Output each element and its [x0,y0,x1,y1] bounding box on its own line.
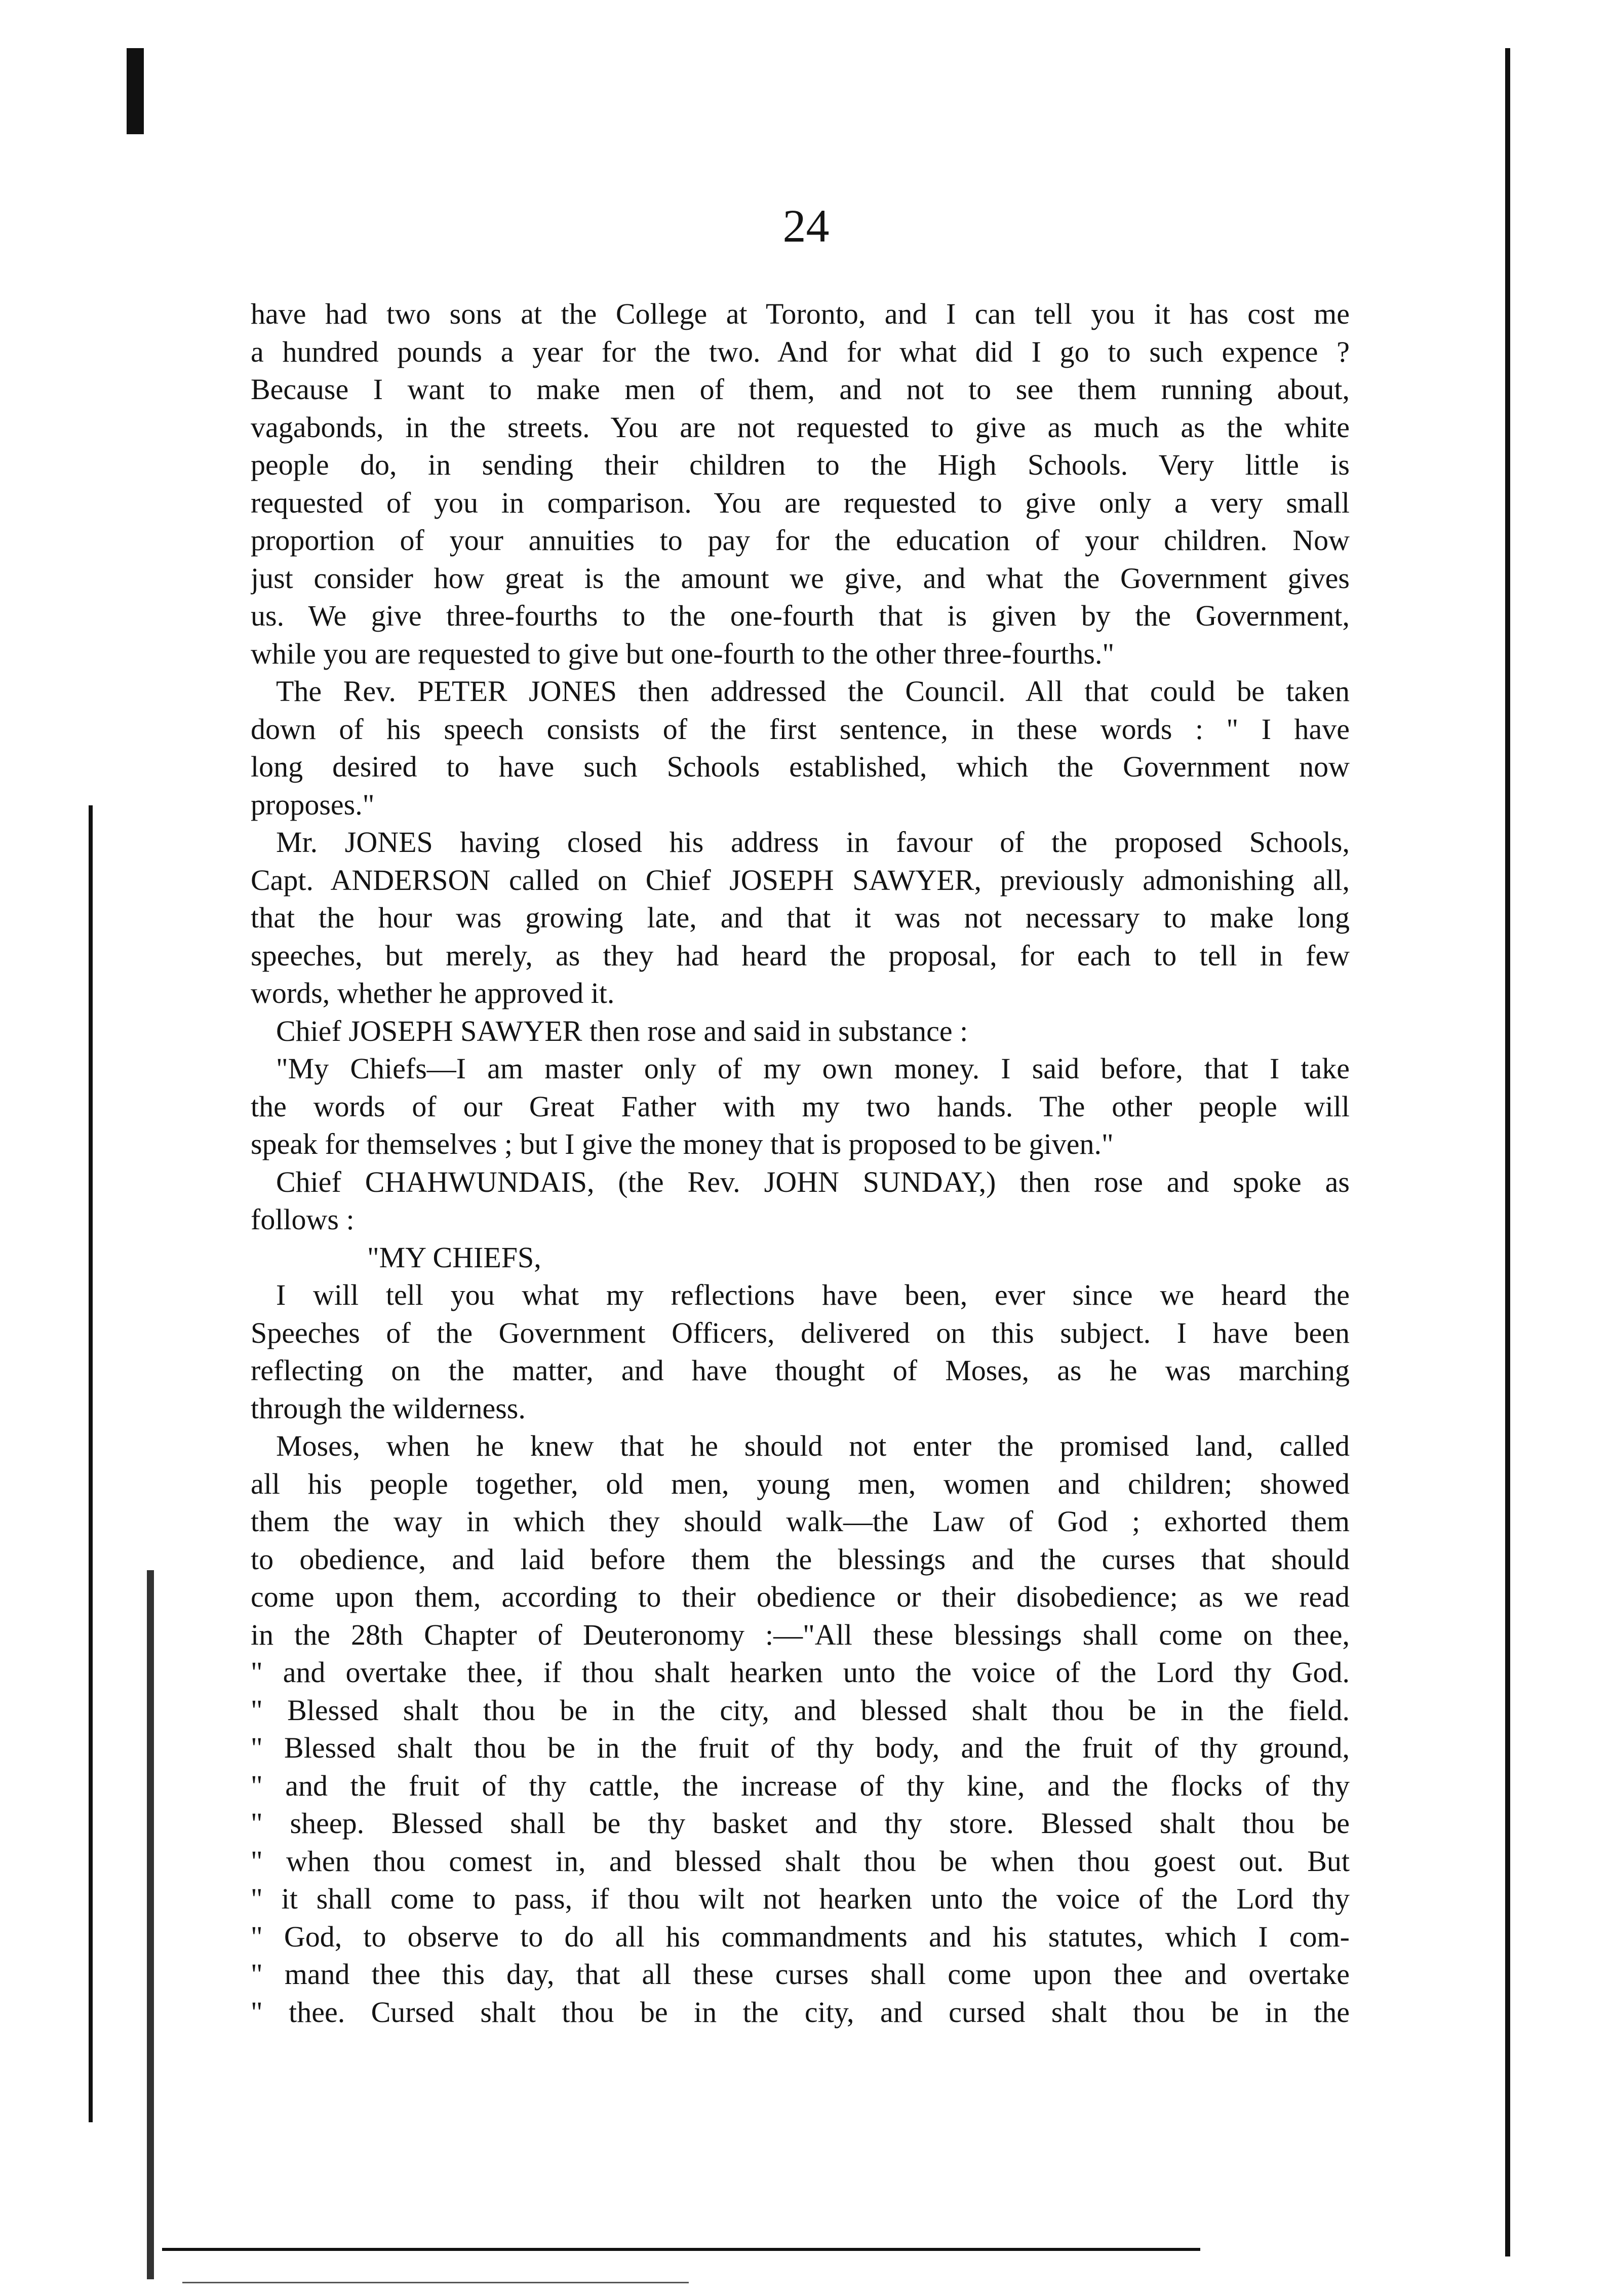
text-line: just consider how great is the amount we give, and what the Government gives [251,561,1350,595]
text-line: " when thou comest in, and blessed shalt thou be when thou goest out. But [251,1844,1350,1878]
left-scan-edge [127,48,144,134]
text-line: " sheep. Blessed shall be thy basket and thy store. Blessed shalt thou be [251,1807,1350,1840]
text-line: reflecting on the matter, and have thought of Moses, as he was marching [251,1354,1350,1387]
text-line: Capt. ANDERSON called on Chief JOSEPH SAWYER, previously admonishing all, [251,863,1350,897]
text-line: all his people together, old men, young men, women and children; showed [251,1467,1350,1500]
bottom-rule [162,2248,1200,2251]
text-line: down of his speech consists of the first sentence, in these words : " I have [251,712,1350,746]
text-line: follows : [251,1203,355,1236]
left-binding-line [89,805,93,2122]
text-line: " and overtake thee, if thou shalt hearken unto the voice of the Lord thy God. [251,1656,1350,1689]
text-line: " thee. Cursed shalt thou be in the city, and cursed shalt thou be in the [251,1995,1350,2029]
text-line: " Blessed shalt thou be in the city, and blessed shalt thou be in the field. [251,1693,1350,1727]
text-line: us. We give three-fourths to the one-fourth that is given by the Government, [251,599,1350,632]
text-line: that the hour was growing late, and that it was not necessary to make long [251,901,1350,934]
text-line: words, whether he approved it. [251,977,615,1009]
text-line: Mr. JONES having closed his address in favour of the proposed Schools, [276,826,1350,859]
text-line: " and the fruit of thy cattle, the increase of thy kine, and the flocks of thy [251,1769,1350,1802]
text-line: through the wilderness. [251,1391,526,1425]
body-text [251,295,1350,2031]
text-line: proposes." [251,788,375,821]
bottom-rule-thin [182,2282,689,2283]
text-line: speak for themselves ; but I give the money that is proposed to be given." [251,1127,1114,1160]
text-line: I will tell you what my reflections have been, ever since we heard the [276,1278,1350,1311]
right-scan-edge [1505,48,1510,2256]
text-line: while you are requested to give but one-fourth to the other three-fourths." [251,637,1115,670]
left-binding-line-lower [147,1570,154,2279]
text-line: " it shall come to pass, if thou wilt not hearken unto the voice of the Lord thy [251,1882,1350,1915]
text-line: long desired to have such Schools established, which the Government now [251,750,1350,783]
text-line: people do, in sending their children to the High Schools. Very little is [251,448,1350,481]
text-line: a hundred pounds a year for the two. And for what did I go to such expence ? [251,335,1350,368]
text-line: Chief CHAHWUNDAIS, (the Rev. JOHN SUNDAY,) then rose and spoke as [276,1165,1350,1198]
text-line: in the 28th Chapter of Deuteronomy :—"All these blessings shall come on thee, [251,1618,1350,1651]
text-line: Chief JOSEPH SAWYER then rose and said in substance : [276,1014,968,1047]
text-line: Speeches of the Government Officers, delivered on this subject. I have been [251,1316,1350,1349]
text-line: to obedience, and laid before them the blessings and the curses that should [251,1542,1350,1576]
text-line: the words of our Great Father with my two hands. The other people will [251,1089,1350,1123]
text-line: proportion of your annuities to pay for the education of your children. Now [251,524,1350,557]
text-line: come upon them, according to their obedience or their disobedience; as we read [251,1580,1350,1613]
text-line: speeches, but merely, as they had heard the proposal, for each to tell in few [251,939,1350,972]
text-line: " mand thee this day, that all these curses shall come upon thee and overtake [251,1958,1350,1991]
text-line: them the way in which they should walk—the Law of God ; exhorted them [251,1505,1350,1538]
text-line: Because I want to make men of them, and not to see them running about, [251,373,1350,406]
text-line: " God, to observe to do all his commandments and his statutes, which I com- [251,1920,1350,1953]
text-line: The Rev. PETER JONES then addressed the Council. All that could be taken [276,675,1350,708]
text-line: requested of you in comparison. You are requested to give only a very small [251,486,1350,519]
text-line: "My Chiefs—I am master only of my own money. I said before, that I take [276,1052,1350,1085]
text-line: "MY CHIEFS, [367,1240,541,1274]
text-line: Moses, when he knew that he should not enter the promised land, called [276,1429,1350,1462]
page-number: 24 [782,200,830,252]
text-line: vagabonds, in the streets. You are not requested to give as much as the white [251,410,1350,444]
text-line: have had two sons at the College at Toronto, and I can tell you it has cost me [251,297,1350,330]
text-line: " Blessed shalt thou be in the fruit of thy body, and the fruit of thy ground, [251,1731,1350,1764]
